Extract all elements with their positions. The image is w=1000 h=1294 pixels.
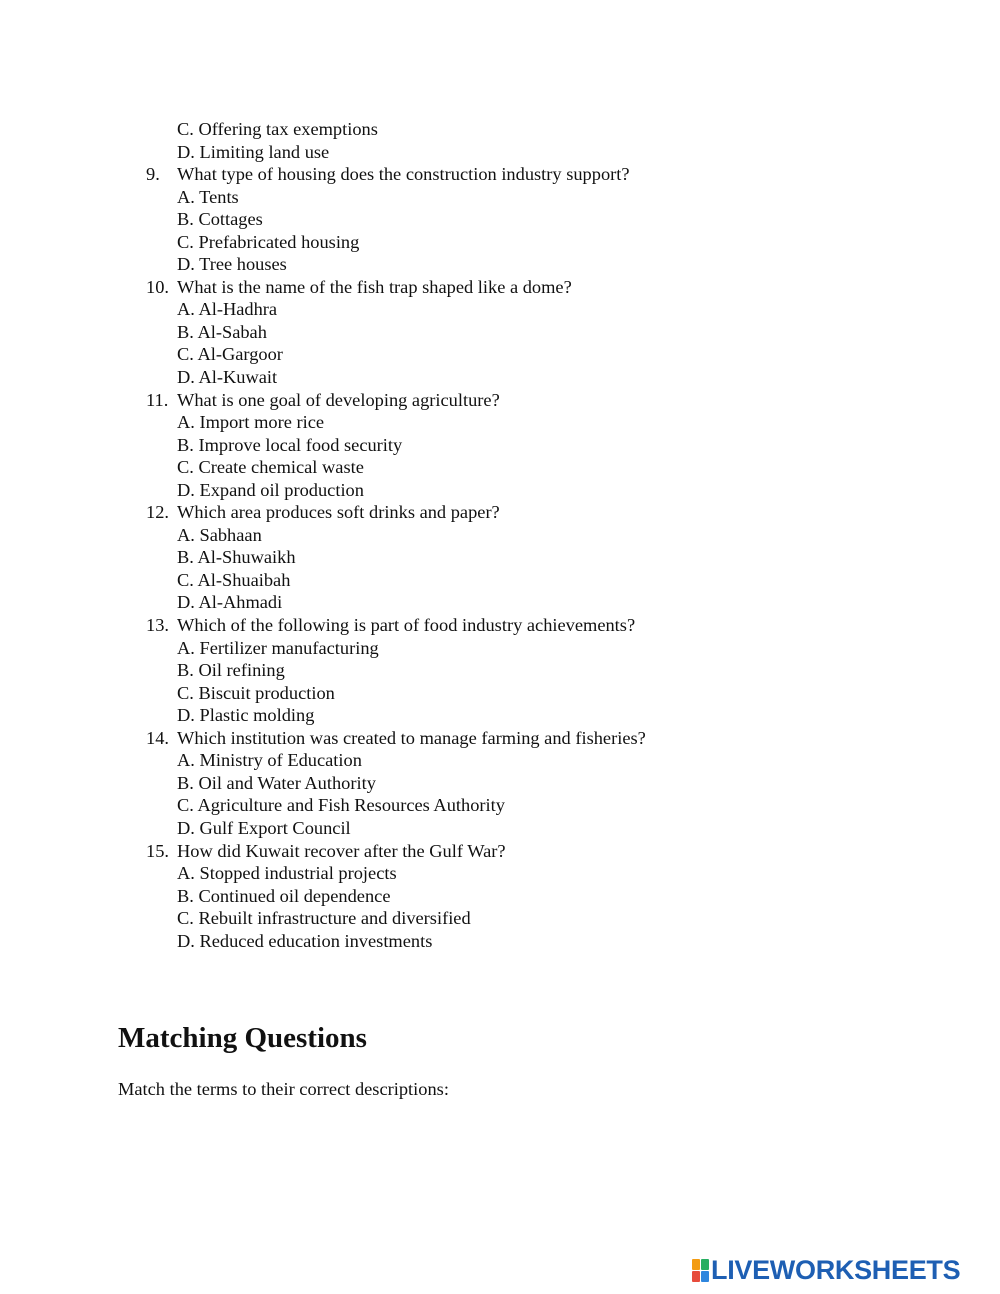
answer-option[interactable]: B. Cottages — [177, 209, 263, 230]
question-15 — [146, 840, 906, 863]
question-14 — [146, 727, 906, 750]
answer-option[interactable]: D. Al-Ahmadi — [177, 592, 283, 613]
answer-option[interactable]: C. Al-Shuaibah — [177, 569, 291, 590]
answer-option[interactable]: C. Al-Gargoor — [177, 344, 283, 365]
answer-option[interactable]: A. Tents — [177, 186, 239, 207]
question-11 — [146, 389, 906, 412]
question-number: 13. — [146, 615, 169, 636]
answer-option[interactable]: B. Al-Shuwaikh — [177, 547, 296, 568]
liveworksheets-logo[interactable] — [692, 1256, 960, 1284]
question-number: 12. — [146, 502, 169, 523]
question-text: What type of housing does the construction industry support? — [177, 164, 630, 185]
question-number: 14. — [146, 727, 169, 748]
question-9 — [146, 163, 906, 186]
answer-option[interactable]: B. Improve local food security — [177, 434, 403, 455]
answer-option[interactable]: B. Al-Sabah — [177, 321, 267, 342]
answer-option[interactable]: A. Al-Hadhra — [177, 299, 278, 320]
logo-tile — [701, 1259, 709, 1270]
matching-instruction: Match the terms to their correct descriptions: — [118, 1079, 449, 1099]
question-text: Which area produces soft drinks and paper? — [177, 502, 500, 523]
answer-option[interactable]: B. Oil and Water Authority — [177, 772, 376, 793]
answer-option[interactable]: C. Offering tax exemptions — [177, 119, 378, 139]
question-text: What is one goal of developing agriculture? — [177, 389, 500, 410]
logo-tile — [692, 1259, 700, 1270]
liveworksheets-wordmark: LIVEWORKSHEETS — [711, 1255, 961, 1285]
question-13 — [146, 614, 906, 637]
answer-option[interactable]: C. Agriculture and Fish Resources Authority — [177, 795, 505, 816]
answer-option[interactable]: D. Al-Kuwait — [177, 367, 278, 388]
answer-option[interactable]: D. Expand oil production — [177, 479, 364, 500]
question-12 — [146, 501, 906, 524]
question-10 — [146, 276, 906, 299]
question-number: 10. — [146, 276, 169, 297]
answer-option[interactable]: D. Limiting land use — [177, 141, 330, 162]
answer-option[interactable]: B. Oil refining — [177, 660, 285, 681]
answer-option[interactable]: C. Rebuilt infrastructure and diversified — [177, 908, 471, 929]
logo-tile — [701, 1271, 709, 1282]
answer-option[interactable]: A. Fertilizer manufacturing — [177, 637, 379, 658]
multiple-choice-list — [146, 118, 906, 952]
question-number: 15. — [146, 840, 169, 861]
answer-option[interactable]: A. Ministry of Education — [177, 750, 362, 771]
question-text: How did Kuwait recover after the Gulf War? — [177, 840, 506, 861]
liveworksheets-logo-icon — [692, 1259, 709, 1282]
logo-tile — [692, 1271, 700, 1282]
question-text: What is the name of the fish trap shaped like a dome? — [177, 276, 572, 297]
question-text: Which institution was created to manage farming and fisheries? — [177, 727, 646, 748]
answer-option[interactable]: D. Gulf Export Council — [177, 817, 351, 838]
answer-option[interactable]: D. Plastic molding — [177, 705, 315, 726]
answer-option[interactable]: B. Continued oil dependence — [177, 885, 391, 906]
answer-option[interactable]: A. Import more rice — [177, 412, 325, 433]
answer-option[interactable]: C. Prefabricated housing — [177, 231, 360, 252]
question-number: 9. — [146, 164, 160, 185]
answer-option[interactable]: D. Reduced education investments — [177, 930, 433, 951]
matching-section-title: Matching Questions — [118, 1022, 367, 1054]
answer-option[interactable]: C. Biscuit production — [177, 682, 335, 703]
answer-option[interactable]: A. Stopped industrial projects — [177, 863, 397, 884]
answer-option[interactable]: D. Tree houses — [177, 254, 287, 275]
question-text: Which of the following is part of food industry achievements? — [177, 615, 636, 636]
answer-option[interactable]: A. Sabhaan — [177, 524, 262, 545]
question-number: 11. — [146, 389, 169, 410]
answer-option[interactable]: C. Create chemical waste — [177, 457, 364, 478]
